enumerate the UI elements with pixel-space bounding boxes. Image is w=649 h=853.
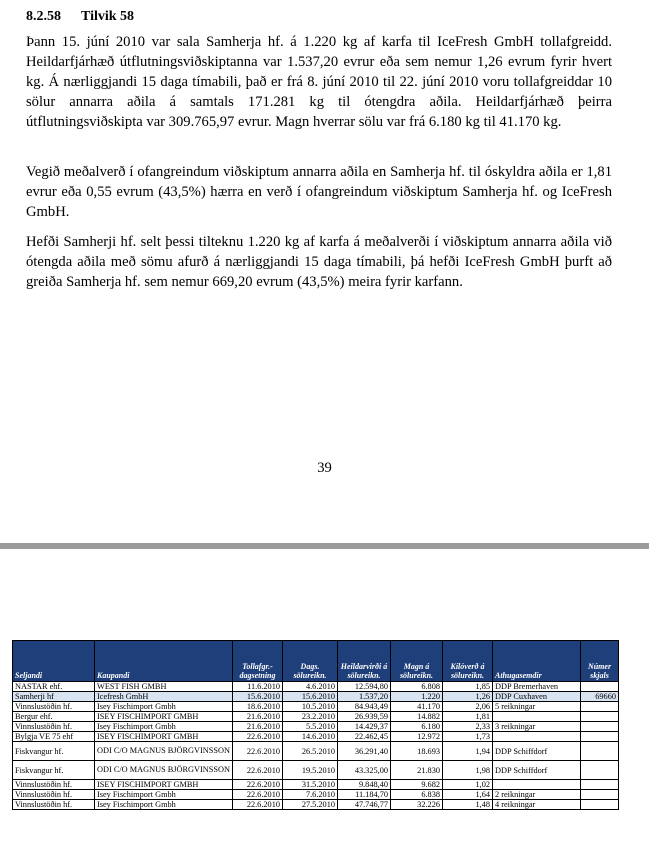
cell-invoice-date: 7.6.2010	[283, 790, 338, 800]
cell-invoice-date: 14.6.2010	[283, 732, 338, 742]
cell-price-per-kg: 1,85	[443, 682, 493, 692]
cell-number	[581, 800, 619, 810]
header-total: Heildarvirði á sölureikn.	[338, 641, 391, 682]
table-row	[13, 702, 619, 712]
paragraph-3: Hefði Samherji hf. selt þessi tilteknu 1.220 kg af karfa á meðalverði í viðskiptum annarra aðila við ótengda aðila með sömu afurð á nærliggjandi 15 daga tímabili, þá hefði IceFresh GmbH þurft að greiða Samherja hf. sem nemur 669,20 evrum (43,5%) meira fyrir karfann.	[26, 234, 612, 290]
cell-number	[581, 742, 619, 761]
cell-notes: 2 reikningar	[493, 790, 581, 800]
cell-quantity: 6.180	[391, 722, 443, 732]
cell-notes: DDP Bremerhaven	[493, 682, 581, 692]
section-number: 8.2.58	[26, 9, 61, 24]
table-row	[13, 761, 619, 780]
cell-notes	[493, 780, 581, 790]
cell-number	[581, 732, 619, 742]
table-header-row	[13, 641, 619, 682]
header-quantity: Magn á sölureikn.	[391, 641, 443, 682]
page-number: 39	[317, 460, 332, 476]
cell-quantity: 18.693	[391, 742, 443, 761]
cell-notes: DDP Schiffdorf	[493, 761, 581, 780]
cell-quantity: 9.682	[391, 780, 443, 790]
cell-buyer: Isey Fischimport Gmbh	[95, 722, 233, 732]
cell-customs-date: 18.6.2010	[233, 702, 283, 712]
cell-invoice-date: 31.5.2010	[283, 780, 338, 790]
cell-invoice-date: 10.5.2010	[283, 702, 338, 712]
cell-quantity: 6.808	[391, 682, 443, 692]
cell-customs-date: 22.6.2010	[233, 790, 283, 800]
cell-number: 69660	[581, 692, 619, 702]
cell-buyer: ODI C/O MAGNUS BJÖRGVINSSON	[95, 742, 233, 761]
cell-notes: 4 reikningar	[493, 800, 581, 810]
cell-price-per-kg: 1,64	[443, 790, 493, 800]
cell-buyer: Icefresh GmbH	[95, 692, 233, 702]
cell-price-per-kg: 1,48	[443, 800, 493, 810]
cell-buyer: WEST FISH GMBH	[95, 682, 233, 692]
cell-buyer: ISEY FISCHIMPORT GMBH	[95, 712, 233, 722]
table-body	[13, 682, 619, 810]
header-number: Númer skjals	[581, 641, 619, 682]
cell-quantity: 21.830	[391, 761, 443, 780]
header-buyer: Kaupandi	[95, 641, 233, 682]
table-row	[13, 742, 619, 761]
cell-notes: DDP Cuxhaven	[493, 692, 581, 702]
cell-invoice-date: 27.5.2010	[283, 800, 338, 810]
cell-price-per-kg: 2,06	[443, 702, 493, 712]
cell-price-per-kg: 1,94	[443, 742, 493, 761]
cell-customs-date: 11.6.2010	[233, 682, 283, 692]
cell-seller: Fiskvangur hf.	[13, 742, 95, 761]
cell-notes: 5 reikningar	[493, 702, 581, 712]
section-heading	[26, 8, 134, 26]
cell-seller: Vinnslustöðin hf.	[13, 702, 95, 712]
cell-customs-date: 22.6.2010	[233, 732, 283, 742]
cell-number	[581, 722, 619, 732]
cell-invoice-date: 26.5.2010	[283, 742, 338, 761]
cell-number	[581, 682, 619, 692]
cell-number	[581, 780, 619, 790]
cell-total: 26.939,59	[338, 712, 391, 722]
table-row	[13, 790, 619, 800]
cell-seller: Fiskvangur hf.	[13, 761, 95, 780]
cell-buyer: ISEY FISCHIMPORT GMBH	[95, 780, 233, 790]
cell-total: 12.594,80	[338, 682, 391, 692]
cell-seller: Vinnslustöðin hf.	[13, 790, 95, 800]
table-row	[13, 692, 619, 702]
cell-seller: Vinnslustöðin hf.	[13, 722, 95, 732]
cell-invoice-date: 23.2.2010	[283, 712, 338, 722]
cell-total: 47.746,77	[338, 800, 391, 810]
cell-buyer: Isey Fischimport Gmbh	[95, 790, 233, 800]
cell-invoice-date: 4.6.2010	[283, 682, 338, 692]
cell-quantity: 12.972	[391, 732, 443, 742]
table-row	[13, 732, 619, 742]
cell-quantity: 1.220	[391, 692, 443, 702]
cell-quantity: 6.838	[391, 790, 443, 800]
header-invoice-date: Dags. sölureikn.	[283, 641, 338, 682]
cell-buyer: ISEY FISCHIMPORT GMBH	[95, 732, 233, 742]
sales-table	[12, 640, 619, 810]
cell-price-per-kg: 1,26	[443, 692, 493, 702]
section-title: Tilvik 58	[81, 9, 135, 24]
cell-quantity: 32.226	[391, 800, 443, 810]
table-row	[13, 800, 619, 810]
cell-number	[581, 702, 619, 712]
cell-quantity: 41.170	[391, 702, 443, 712]
cell-buyer: Isey Fischimport Gmbh	[95, 702, 233, 712]
header-customs-date: Tollafgr.-dagsetning	[233, 641, 283, 682]
header-notes: Athugasemdir	[493, 641, 581, 682]
cell-number	[581, 761, 619, 780]
cell-total: 1.537,20	[338, 692, 391, 702]
cell-invoice-date: 5.5.2010	[283, 722, 338, 732]
cell-total: 84.943,49	[338, 702, 391, 712]
cell-price-per-kg: 1,98	[443, 761, 493, 780]
cell-customs-date: 22.6.2010	[233, 780, 283, 790]
cell-total: 36.291,40	[338, 742, 391, 761]
cell-buyer: Isey Fischimport Gmbh	[95, 800, 233, 810]
cell-quantity: 14.882	[391, 712, 443, 722]
cell-total: 43.325,00	[338, 761, 391, 780]
cell-customs-date: 21.6.2010	[233, 722, 283, 732]
paragraph-1: Þann 15. júní 2010 var sala Samherja hf. á 1.220 kg af karfa til IceFresh GmbH tollafgreidd. Heildarfjárhæð útflutningsviðskiptanna var 1.537,20 evrur eða sem nemur 1,26 evrum fyrir hvert kg. Á nærliggjandi 15 daga tímabili, það er frá 8. júní 2010 til 22. júní 2010 voru tollafgreiddar 10 sölur annarra aðila á samtals 171.281 kg til ótengdra aðila. Heildarfjárhæð þeirra útflutningsviðskipta var 309.765,97 evrur. Magn hverrar sölu var frá 6.180 kg til 41.170 kg.	[26, 34, 612, 130]
cell-seller: Bylgja VE 75 ehf	[13, 732, 95, 742]
cell-customs-date: 15.6.2010	[233, 692, 283, 702]
table-row	[13, 712, 619, 722]
cell-number	[581, 712, 619, 722]
paragraph-2: Vegið meðalverð í ofangreindum viðskiptum annarra aðila en Samherja hf. til óskyldra aðila er 1,81 evrur eða 0,55 evrum (43,5%) hærra en verð í ofangreindum viðskiptum Samherja hf. og IceFresh GmbH.	[26, 164, 612, 220]
cell-seller: Bergur ehf.	[13, 712, 95, 722]
header-seller: Seljandi	[13, 641, 95, 682]
cell-price-per-kg: 1,81	[443, 712, 493, 722]
cell-customs-date: 21.6.2010	[233, 712, 283, 722]
cell-buyer: ODI C/O MAGNUS BJÖRGVINSSON	[95, 761, 233, 780]
cell-total: 9.848,40	[338, 780, 391, 790]
cell-notes: DDP Schiffdorf	[493, 742, 581, 761]
cell-seller: Vinnslustöðin hf.	[13, 800, 95, 810]
cell-price-per-kg: 2,33	[443, 722, 493, 732]
cell-seller: Vinnslustöðin hf.	[13, 780, 95, 790]
cell-total: 11.184,70	[338, 790, 391, 800]
cell-customs-date: 22.6.2010	[233, 742, 283, 761]
cell-number	[581, 790, 619, 800]
cell-invoice-date: 15.6.2010	[283, 692, 338, 702]
cell-customs-date: 22.6.2010	[233, 800, 283, 810]
cell-notes	[493, 712, 581, 722]
cell-total: 22.462,45	[338, 732, 391, 742]
cell-notes	[493, 732, 581, 742]
table-row	[13, 722, 619, 732]
cell-notes: 3 reikningar	[493, 722, 581, 732]
cell-customs-date: 22.6.2010	[233, 761, 283, 780]
cell-seller: Samherji hf	[13, 692, 95, 702]
header-price-per-kg: Kílóverð á sölureikn.	[443, 641, 493, 682]
table-row	[13, 780, 619, 790]
cell-total: 14.429,37	[338, 722, 391, 732]
cell-price-per-kg: 1,73	[443, 732, 493, 742]
cell-invoice-date: 19.5.2010	[283, 761, 338, 780]
cell-seller: NASTAR ehf.	[13, 682, 95, 692]
table-row	[13, 682, 619, 692]
cell-price-per-kg: 1,02	[443, 780, 493, 790]
